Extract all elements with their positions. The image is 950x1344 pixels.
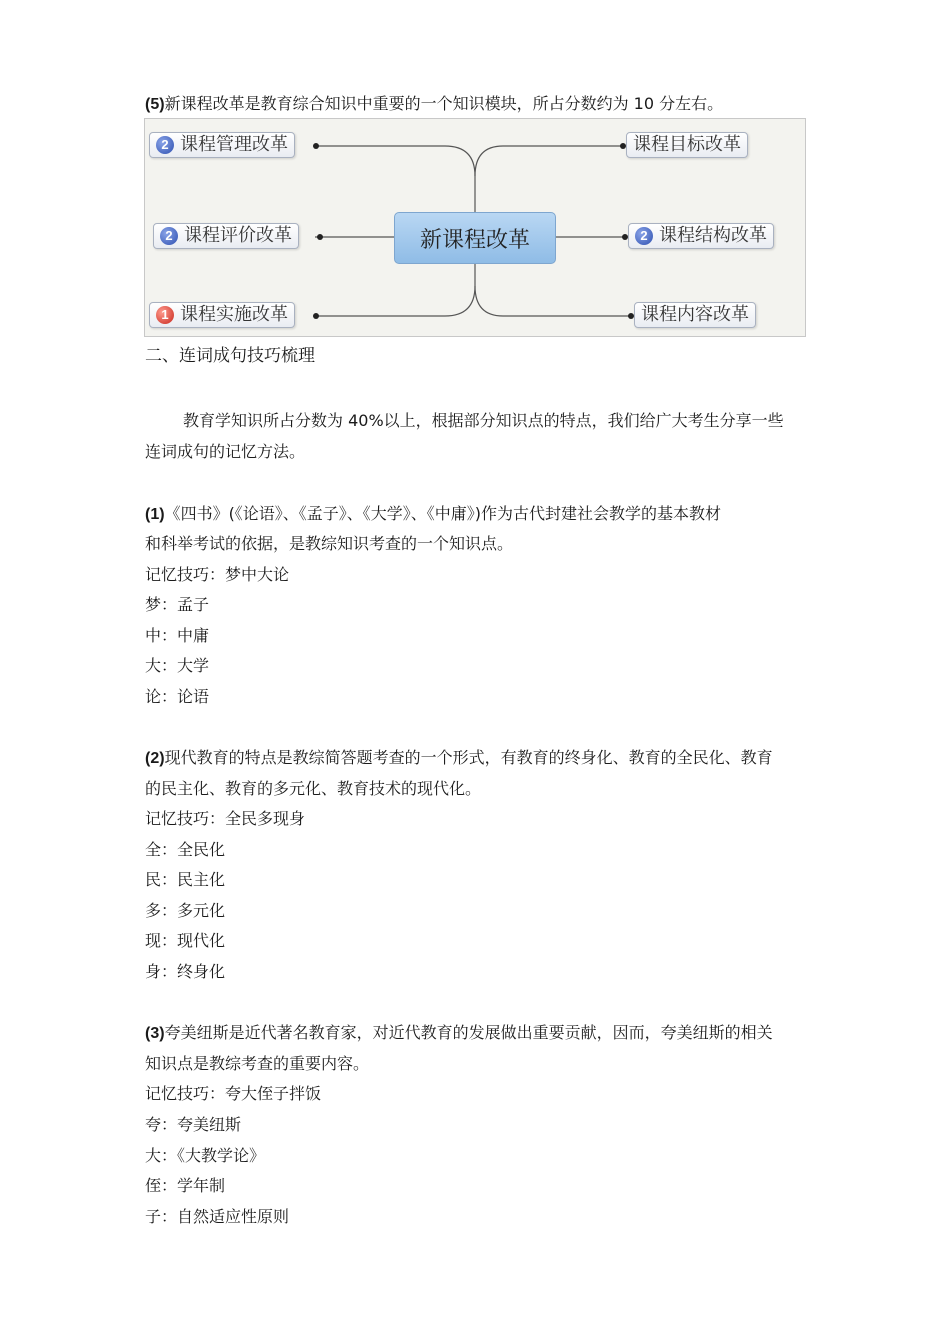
- node-course-objectives: [626, 132, 748, 158]
- priority-1-icon: 1: [156, 306, 174, 324]
- item3-key: 子：自然适应性原则: [145, 1207, 290, 1226]
- item3-key: 夸：夸美纽斯: [145, 1115, 242, 1134]
- connector-dot: [313, 313, 319, 319]
- node-label: 课程实施改革: [180, 304, 288, 325]
- item1-key: 中：中庸: [145, 626, 210, 645]
- item2-key: 身：终身化: [145, 962, 226, 981]
- node-label: 课程评价改革: [184, 225, 292, 246]
- item2-key: 现：现代化: [145, 931, 226, 950]
- item1-line2: 和科举考试的依据，是教综知识考查的一个知识点。: [145, 534, 514, 553]
- item3-key: 侄：学年制: [145, 1176, 226, 1195]
- center-node: 新课程改革: [394, 212, 556, 264]
- intro-number: (5): [145, 96, 165, 113]
- item3-text: 夸美纽斯是近代著名教育家，对近代教育的发展做出重要贡献，因而，夸美纽斯的相关: [164, 1023, 773, 1042]
- connector-dot: [313, 143, 319, 149]
- item1-line1: [145, 504, 721, 525]
- item1-number: (1): [145, 506, 165, 523]
- intro-text: 新课程改革是教育综合知识中重要的一个知识模块，所占分数约为 10 分左右。: [164, 94, 724, 113]
- item1-key: 论：论语: [145, 687, 210, 706]
- item1-key: 大：大学: [145, 656, 210, 675]
- item2-line1: [145, 748, 773, 769]
- priority-2-icon: 2: [160, 227, 178, 245]
- intro-paragraph-line1: 教育学知识所占分数为 40%以上，根据部分知识点的特点，我们给广大考生分享一些: [183, 411, 784, 430]
- item3-number: (3): [145, 1025, 165, 1042]
- node-course-management: [149, 132, 295, 158]
- item3-line2: 知识点是教综考查的重要内容。: [145, 1054, 370, 1073]
- item3-line1: [145, 1023, 773, 1044]
- section-title: 二、连词成句技巧梳理: [145, 346, 315, 366]
- node-label: 课程结构改革: [659, 225, 767, 246]
- item2-number: (2): [145, 750, 165, 767]
- mind-map-diagram: [144, 118, 806, 337]
- item2-key: 全：全民化: [145, 840, 226, 859]
- item1-text: 《四书》(《论语》、《孟子》、《大学》、《中庸》)作为古代封建社会教学的基本教材: [164, 504, 722, 523]
- item2-text: 现代教育的特点是教综简答题考查的一个形式，有教育的终身化、教育的全民化、教育: [164, 748, 773, 767]
- item2-tip: 记忆技巧：全民多现身: [145, 809, 306, 828]
- item2-line2: 的民主化、教育的多元化、教育技术的现代化。: [145, 779, 482, 798]
- node-label: 课程管理改革: [180, 134, 288, 155]
- node-label: 课程目标改革: [633, 134, 741, 155]
- item2-key: 民：民主化: [145, 870, 226, 889]
- node-label: 课程内容改革: [641, 304, 749, 325]
- intro-paragraph-line2: 连词成句的记忆方法。: [145, 442, 306, 461]
- connector-dot: [628, 313, 634, 319]
- priority-2-icon: 2: [635, 227, 653, 245]
- node-course-evaluation: [153, 223, 299, 249]
- item1-tip: 记忆技巧：梦中大论: [145, 565, 290, 584]
- item3-tip: 记忆技巧：夸大侄子拌饭: [145, 1084, 322, 1103]
- connector-dot: [622, 234, 628, 240]
- node-course-implementation: [149, 302, 295, 328]
- node-course-structure: [628, 223, 774, 249]
- item1-key: 梦：孟子: [145, 595, 210, 614]
- item2-key: 多：多元化: [145, 901, 226, 920]
- connector-dot: [620, 143, 626, 149]
- node-course-content: [634, 302, 756, 328]
- priority-2-icon: 2: [156, 136, 174, 154]
- item3-key: 大：《大教学论》: [145, 1146, 266, 1165]
- connector-dot: [317, 234, 323, 240]
- intro-line: [145, 94, 723, 115]
